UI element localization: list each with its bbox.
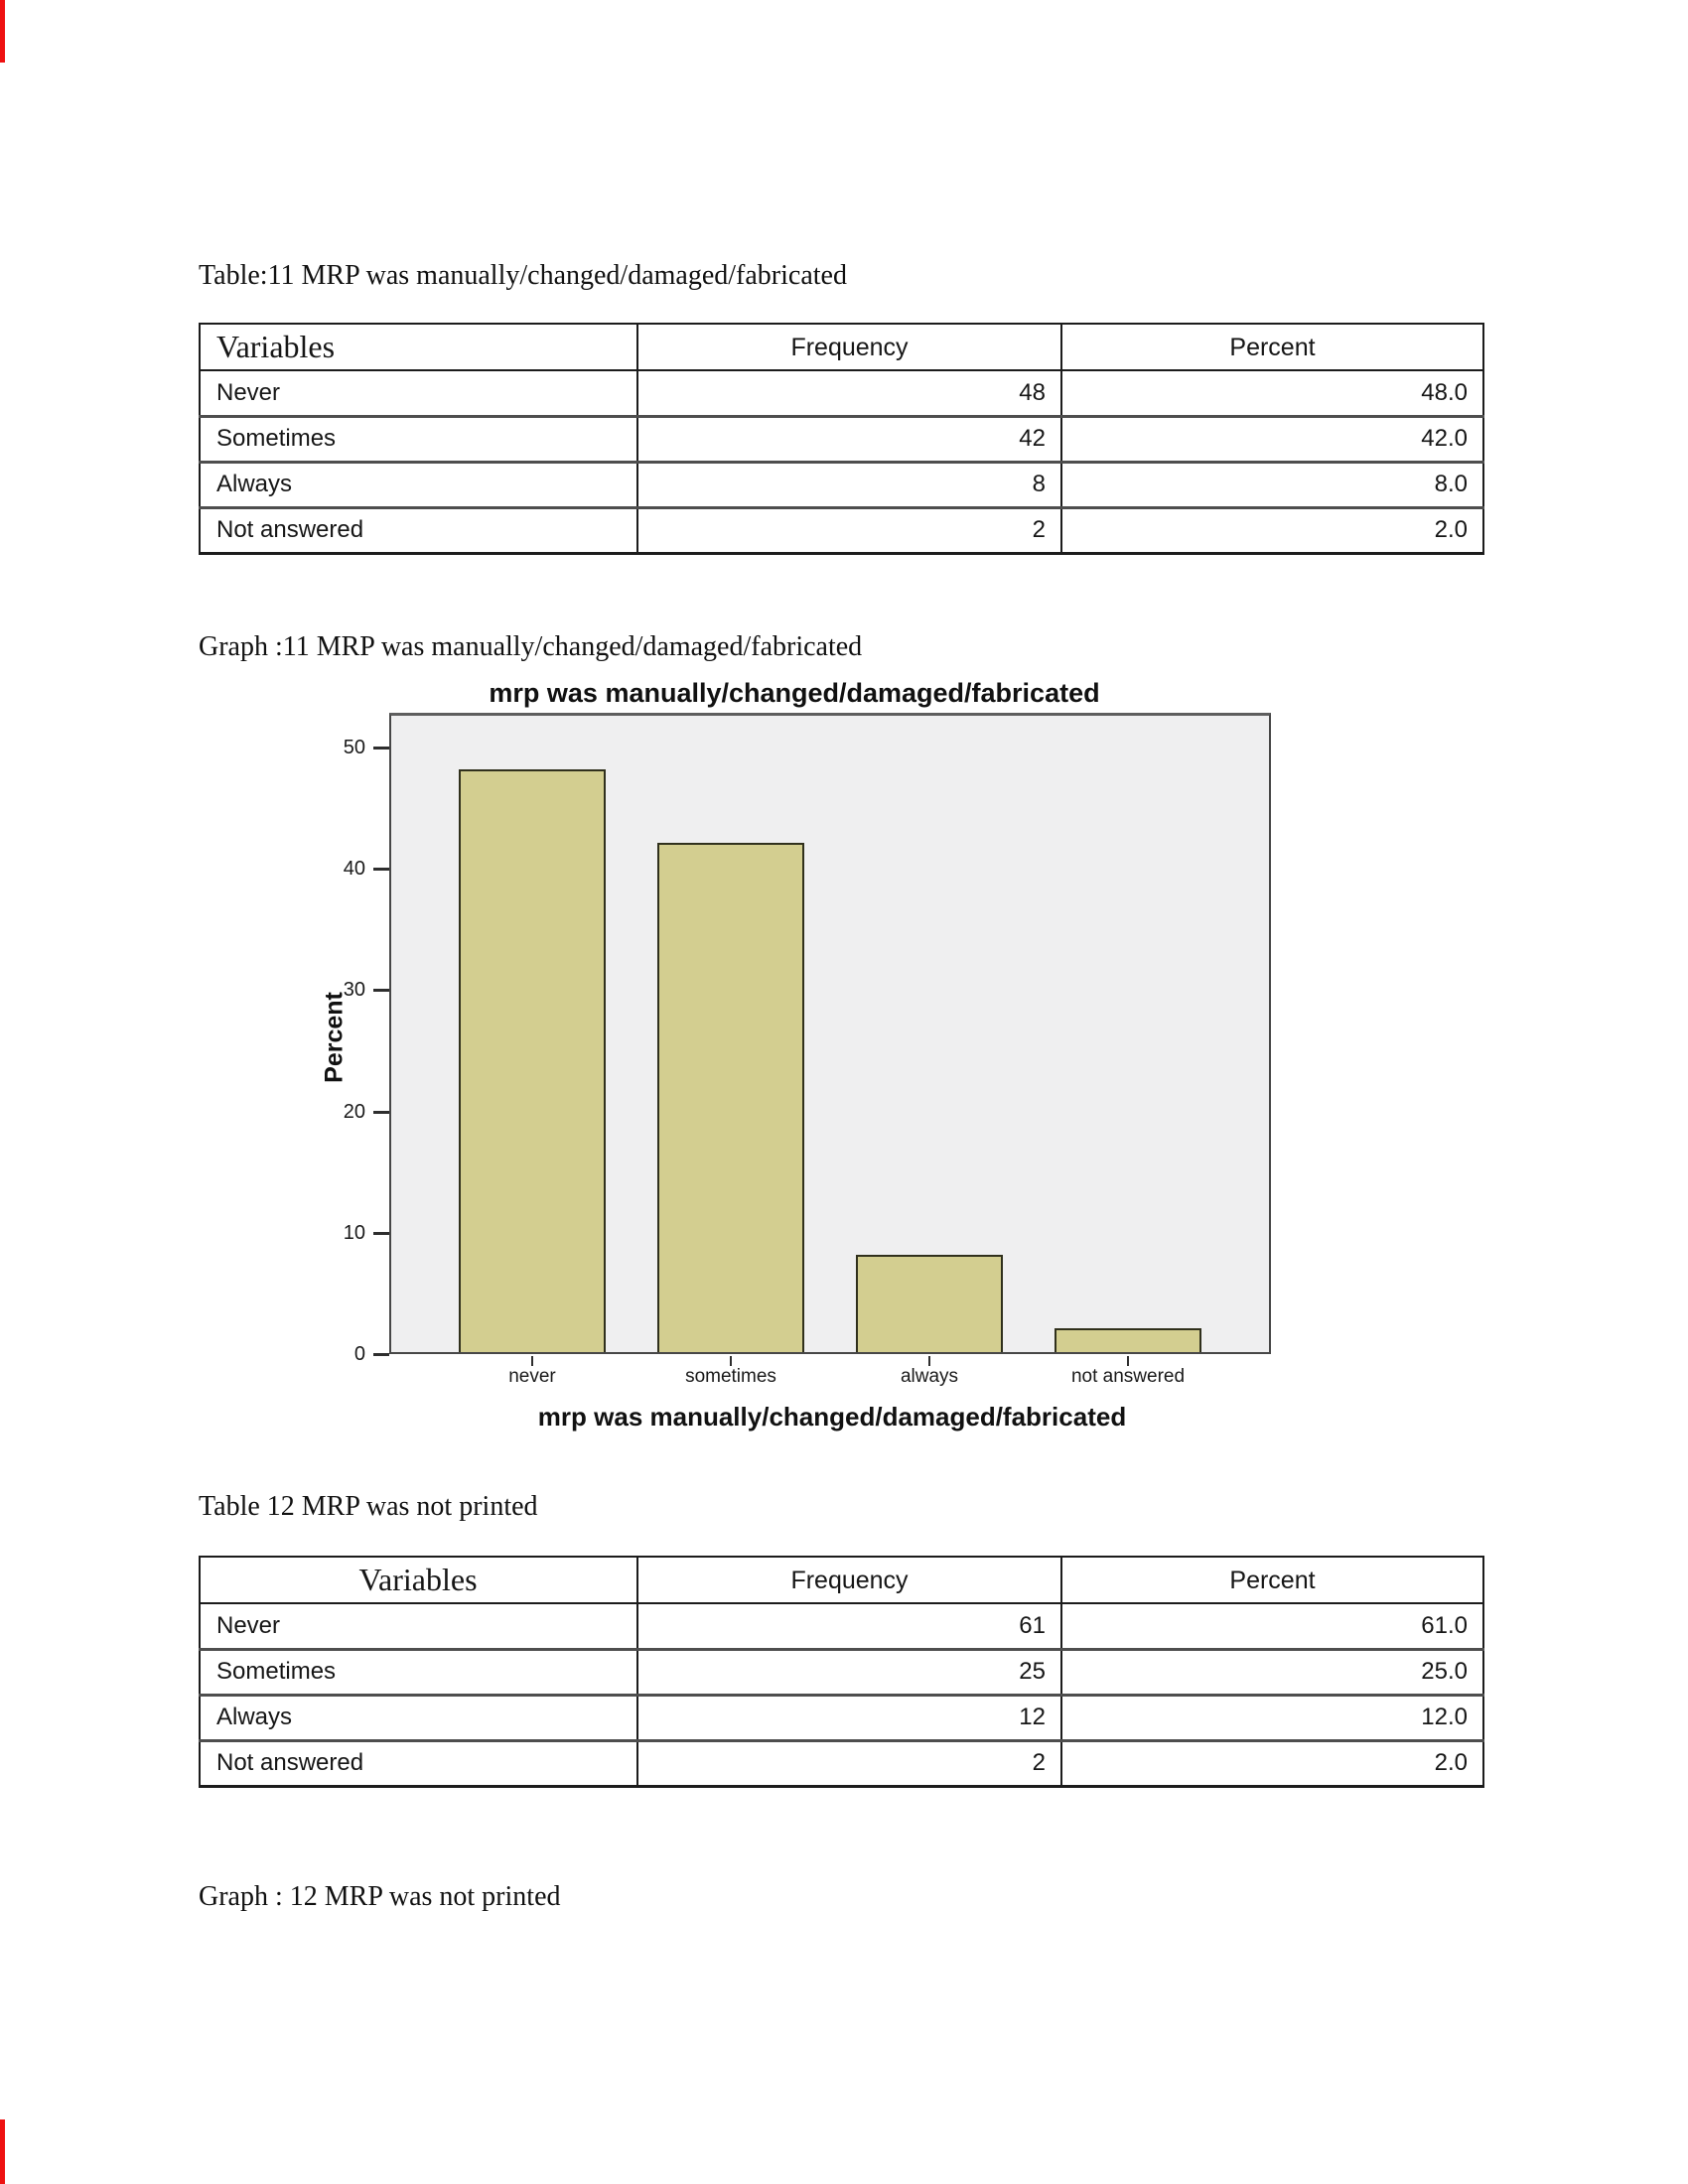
bar-never [459, 769, 606, 1352]
percent-value-cell: 25.0 [1061, 1649, 1483, 1695]
table-row [200, 370, 1483, 416]
chart-title: mrp was manually/changed/damaged/fabricated [489, 678, 1100, 708]
x-tick-label: sometimes [685, 1366, 776, 1387]
variables-header: Variables [200, 324, 637, 370]
table-11-body [200, 370, 1483, 553]
x-tick-label: always [900, 1366, 959, 1387]
table-11 [199, 323, 1484, 555]
red-edge-mark-bottom [0, 2119, 5, 2184]
y-tick-label: 50 [343, 737, 365, 758]
frequency-header: Frequency [637, 324, 1061, 370]
frequency-value-cell: 2 [637, 507, 1061, 553]
table-12-body [200, 1603, 1483, 1786]
percent-value-cell: 2.0 [1061, 1740, 1483, 1786]
table-row [200, 1603, 1483, 1649]
x-tick-mark [531, 1356, 533, 1366]
frequency-value-cell: 48 [637, 370, 1061, 416]
row-label-cell: Never [200, 370, 637, 416]
red-edge-mark-top [0, 0, 5, 63]
y-tick-label: 20 [343, 1101, 365, 1123]
graph-12-caption: Graph : 12 MRP was not printed [199, 1881, 561, 1912]
y-tick-mark [373, 868, 389, 871]
x-tick-mark [730, 1356, 732, 1366]
table-row [200, 1649, 1483, 1695]
percent-value-cell: 2.0 [1061, 507, 1483, 553]
frequency-value-cell: 2 [637, 1740, 1061, 1786]
percent-value-cell: 42.0 [1061, 416, 1483, 462]
table-header-row [200, 324, 1483, 370]
row-label-cell: Always [200, 1695, 637, 1740]
frequency-value-cell: 61 [637, 1603, 1061, 1649]
percent-header: Percent [1061, 324, 1483, 370]
row-label-cell: Always [200, 462, 637, 507]
y-tick-mark [373, 1111, 389, 1114]
bar-sometimes [657, 843, 804, 1352]
table-row [200, 1740, 1483, 1786]
percent-value-cell: 8.0 [1061, 462, 1483, 507]
x-tick-label: not answered [1070, 1366, 1186, 1387]
x-tick-label: never [508, 1366, 556, 1387]
frequency-value-cell: 42 [637, 416, 1061, 462]
plot-area [389, 713, 1271, 1354]
y-tick-mark [373, 989, 389, 992]
table-12-caption: Table 12 MRP was not printed [199, 1491, 538, 1522]
percent-value-cell: 12.0 [1061, 1695, 1483, 1740]
x-tick-mark [928, 1356, 930, 1366]
y-tick-label: 30 [343, 979, 365, 1001]
x-axis-title: mrp was manually/changed/damaged/fabricated [537, 1402, 1127, 1432]
table-row [200, 462, 1483, 507]
y-tick-label: 10 [343, 1222, 365, 1244]
table-11-caption: Table:11 MRP was manually/changed/damaged/fabricated [199, 260, 847, 291]
y-axis-title: Percent [320, 992, 349, 1083]
y-tick-label: 40 [343, 858, 365, 880]
row-label-cell: Sometimes [200, 416, 637, 462]
row-label-cell: Sometimes [200, 1649, 637, 1695]
table-row [200, 1695, 1483, 1740]
table-12 [199, 1556, 1484, 1788]
bar-not-answered [1055, 1328, 1201, 1352]
percent-value-cell: 48.0 [1061, 370, 1483, 416]
frequency-value-cell: 8 [637, 462, 1061, 507]
table-header-row [200, 1557, 1483, 1603]
y-tick-mark [373, 747, 389, 750]
graph-11-caption: Graph :11 MRP was manually/changed/damaged/fabricated [199, 631, 863, 662]
frequency-value-cell: 12 [637, 1695, 1061, 1740]
bar-always [856, 1255, 1003, 1352]
variables-header: Variables [200, 1557, 637, 1603]
percent-header: Percent [1061, 1557, 1483, 1603]
x-tick-mark [1127, 1356, 1129, 1366]
percent-value-cell: 61.0 [1061, 1603, 1483, 1649]
row-label-cell: Never [200, 1603, 637, 1649]
y-tick-mark [373, 1353, 389, 1356]
frequency-value-cell: 25 [637, 1649, 1061, 1695]
y-tick-label: 0 [353, 1343, 365, 1365]
row-label-cell: Not answered [200, 507, 637, 553]
row-label-cell: Not answered [200, 1740, 637, 1786]
frequency-header: Frequency [637, 1557, 1061, 1603]
table-row [200, 507, 1483, 553]
y-tick-mark [373, 1232, 389, 1235]
table-row [200, 416, 1483, 462]
